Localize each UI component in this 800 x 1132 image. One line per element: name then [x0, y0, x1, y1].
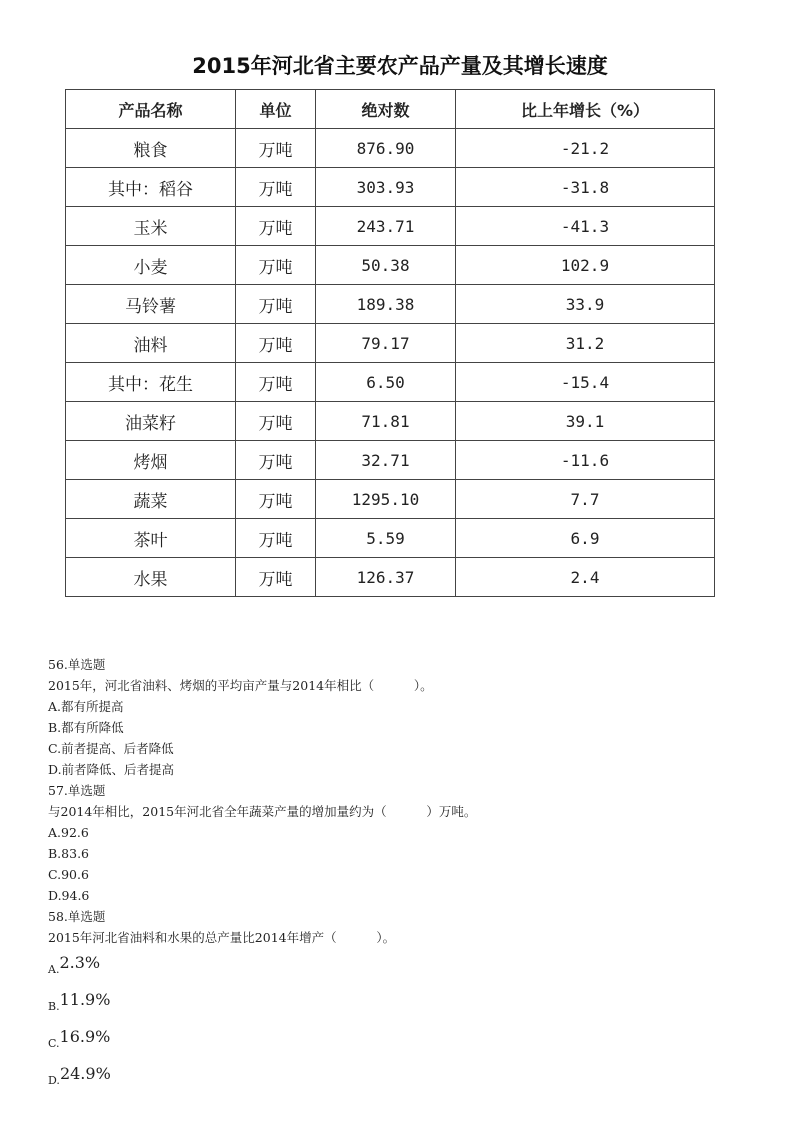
question-56-option-c[interactable]: C.前者提高、后者降低	[48, 741, 174, 756]
product-name-cell: 小麦	[66, 246, 236, 285]
product-name-cell: 油料	[66, 324, 236, 363]
product-name-cell: 茶叶	[66, 519, 236, 558]
value-cell: 243.71	[316, 207, 456, 246]
product-name-cell: 烤烟	[66, 441, 236, 480]
unit-cell: 万吨	[236, 519, 316, 558]
question-57-stem: 与2014年相比，2015年河北省全年蔬菜产量的增加量约为（ ）万吨。	[48, 804, 477, 819]
option-letter: B.	[48, 1000, 60, 1013]
option-letter: C.	[48, 1037, 60, 1050]
option-letter: D.	[48, 1074, 60, 1087]
questions-section	[48, 654, 768, 1096]
product-name-cell: 玉米	[66, 207, 236, 246]
product-name-cell: 水果	[66, 558, 236, 597]
column-header-product: 产品名称	[66, 90, 236, 129]
table-row	[66, 168, 715, 207]
question-58-option-d[interactable]	[48, 1059, 768, 1096]
unit-cell: 万吨	[236, 324, 316, 363]
question-56-option-b[interactable]: B.都有所降低	[48, 720, 124, 735]
question-56-option-d[interactable]: D.前者降低、后者提高	[48, 762, 175, 777]
option-text: 16.9%	[59, 1027, 111, 1046]
column-header-value: 绝对数	[316, 90, 456, 129]
table-header-row	[66, 90, 715, 129]
table-row	[66, 129, 715, 168]
unit-cell: 万吨	[236, 480, 316, 519]
unit-cell: 万吨	[236, 129, 316, 168]
table-row	[66, 402, 715, 441]
value-cell: 1295.10	[316, 480, 456, 519]
question-57-header: 57.单选题	[48, 783, 106, 798]
table-row	[66, 558, 715, 597]
value-cell: 6.50	[316, 363, 456, 402]
question-58-header: 58.单选题	[48, 909, 106, 924]
unit-cell: 万吨	[236, 246, 316, 285]
unit-cell: 万吨	[236, 168, 316, 207]
option-letter: A.	[48, 963, 60, 976]
value-cell: 79.17	[316, 324, 456, 363]
table-row	[66, 207, 715, 246]
value-cell: 876.90	[316, 129, 456, 168]
value-cell: 71.81	[316, 402, 456, 441]
growth-cell: 33.9	[456, 285, 715, 324]
growth-cell: 2.4	[456, 558, 715, 597]
question-56-stem: 2015年，河北省油料、烤烟的平均亩产量与2014年相比（ ）。	[48, 678, 433, 693]
unit-cell: 万吨	[236, 207, 316, 246]
question-58-option-b[interactable]	[48, 985, 768, 1022]
unit-cell: 万吨	[236, 558, 316, 597]
unit-cell: 万吨	[236, 285, 316, 324]
question-58-stem: 2015年河北省油料和水果的总产量比2014年增产（ ）。	[48, 930, 396, 945]
question-57-option-d[interactable]: D.94.6	[48, 888, 90, 903]
value-cell: 50.38	[316, 246, 456, 285]
product-name-cell: 蔬菜	[66, 480, 236, 519]
table-row	[66, 519, 715, 558]
table-row	[66, 363, 715, 402]
product-name-cell: 油菜籽	[66, 402, 236, 441]
table-row	[66, 246, 715, 285]
growth-cell: 6.9	[456, 519, 715, 558]
growth-cell: 7.7	[456, 480, 715, 519]
question-56-option-a[interactable]: A.都有所提高	[48, 699, 124, 714]
question-57-option-b[interactable]: B.83.6	[48, 846, 89, 861]
growth-cell: 102.9	[456, 246, 715, 285]
table-row	[66, 441, 715, 480]
table-row	[66, 324, 715, 363]
growth-cell: 39.1	[456, 402, 715, 441]
table-row	[66, 480, 715, 519]
question-56-header: 56.单选题	[48, 657, 106, 672]
growth-cell: -11.6	[456, 441, 715, 480]
question-58-option-a[interactable]	[48, 948, 768, 985]
unit-cell: 万吨	[236, 363, 316, 402]
growth-cell: -15.4	[456, 363, 715, 402]
question-58-option-c[interactable]	[48, 1022, 768, 1059]
option-text: 11.9%	[59, 990, 111, 1009]
question-57-option-a[interactable]: A.92.6	[48, 825, 89, 840]
table-row	[66, 285, 715, 324]
value-cell: 126.37	[316, 558, 456, 597]
column-header-growth: 比上年增长（%）	[456, 90, 715, 129]
growth-cell: -31.8	[456, 168, 715, 207]
value-cell: 32.71	[316, 441, 456, 480]
unit-cell: 万吨	[236, 402, 316, 441]
product-name-cell: 其中：花生	[66, 363, 236, 402]
table-title: 2015年河北省主要农产品产量及其增长速度	[192, 54, 608, 78]
column-header-unit: 单位	[236, 90, 316, 129]
value-cell: 303.93	[316, 168, 456, 207]
option-text: 2.3%	[59, 953, 101, 972]
product-name-cell: 马铃薯	[66, 285, 236, 324]
question-57-option-c[interactable]: C.90.6	[48, 867, 89, 882]
product-name-cell: 其中：稻谷	[66, 168, 236, 207]
growth-cell: 31.2	[456, 324, 715, 363]
value-cell: 5.59	[316, 519, 456, 558]
unit-cell: 万吨	[236, 441, 316, 480]
value-cell: 189.38	[316, 285, 456, 324]
production-table	[65, 89, 715, 597]
option-text: 24.9%	[59, 1064, 111, 1083]
growth-cell: -41.3	[456, 207, 715, 246]
growth-cell: -21.2	[456, 129, 715, 168]
product-name-cell: 粮食	[66, 129, 236, 168]
